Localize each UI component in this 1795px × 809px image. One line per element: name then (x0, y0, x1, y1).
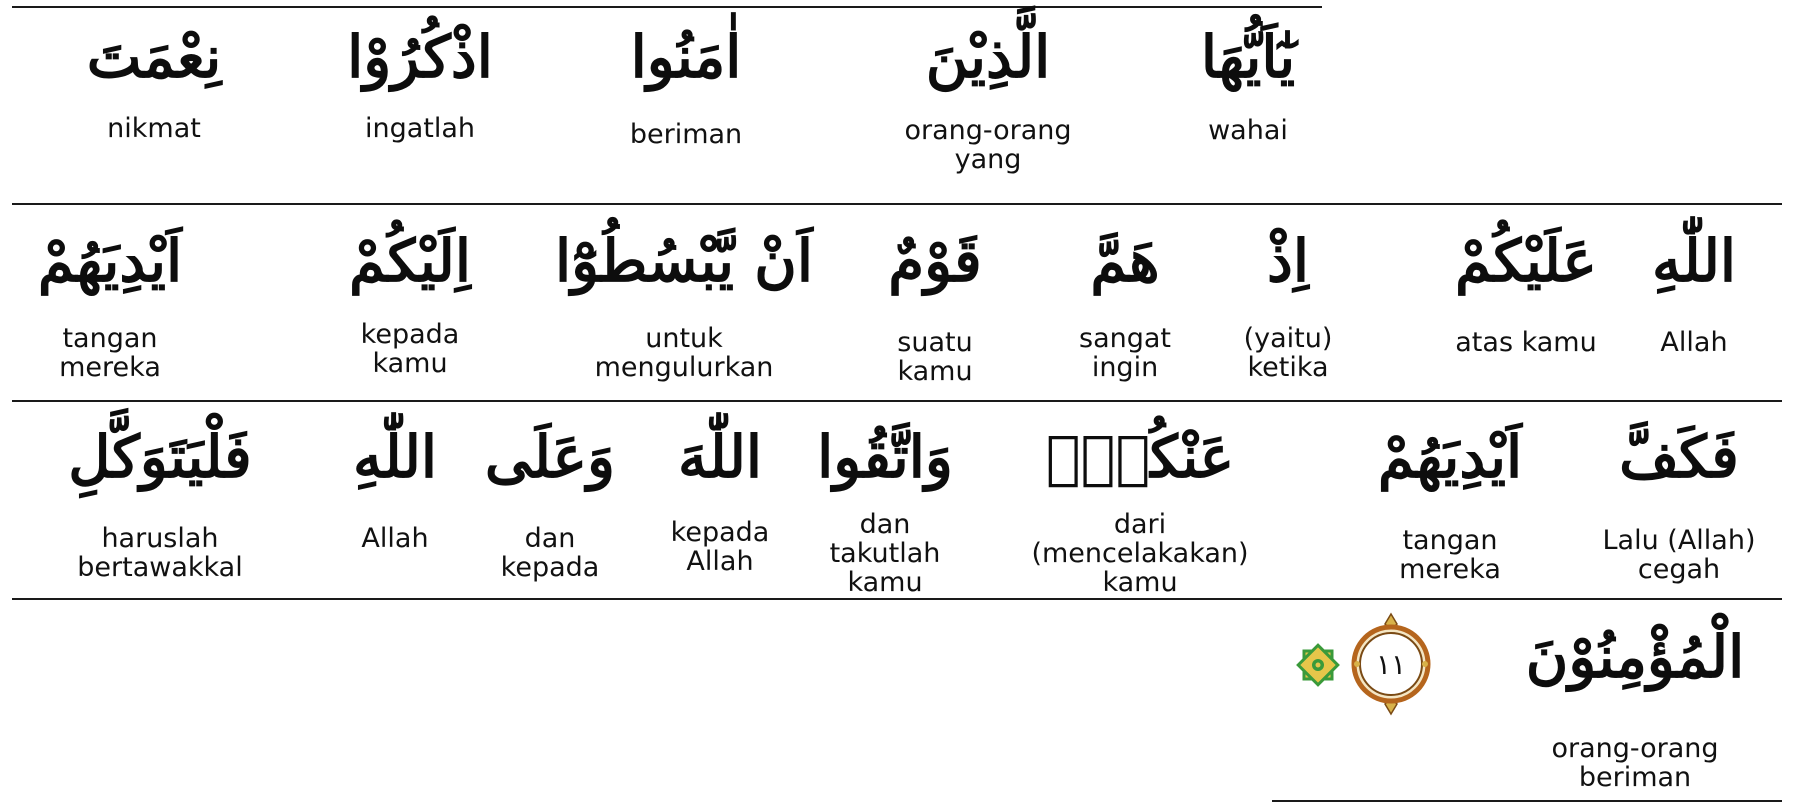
arabic-word: نِعْمَتَ (86, 23, 222, 91)
word-translation: ingatlah (364, 113, 476, 144)
word-cell (850, 227, 1020, 387)
arabic-word: اِلَيْكُمْ (349, 227, 471, 295)
word-translation: dari (mencelakakan) kamu (1031, 509, 1249, 598)
word-cell (1020, 423, 1260, 598)
word-cell (20, 227, 200, 383)
row-divider-2 (12, 400, 1782, 402)
word-translation: sangat ingin (1079, 323, 1171, 383)
arabic-word: وَاتَّقُوا (817, 423, 953, 491)
word-translation: kepada kamu (360, 319, 460, 379)
word-translation: haruslah bertawakkal (77, 523, 243, 583)
word-cell (1040, 227, 1210, 383)
word-translation: wahai (1208, 115, 1288, 146)
word-translation: untuk mengulurkan (594, 323, 774, 383)
word-cell (810, 423, 960, 598)
arabic-word: اَنْ يَّبْسُطُوْٓا (555, 227, 813, 295)
word-cell (1218, 227, 1358, 383)
arabic-word: هَمَّ (1090, 227, 1160, 295)
word-translation: Allah (1660, 327, 1728, 358)
arabic-word: عَنْكُمْۚ (1045, 423, 1235, 491)
arabic-word: فَلْيَتَوَكَّلِ (68, 423, 252, 491)
word-cell (480, 423, 620, 583)
ayah-number: ١١ (1375, 648, 1407, 681)
arabic-word: اِذْ (1267, 227, 1309, 295)
arabic-word: اللّٰهِ (1651, 227, 1737, 295)
word-translation: (yaitu) ketika (1243, 323, 1333, 383)
word-translation: atas kamu (1455, 327, 1597, 358)
word-translation: kepada Allah (670, 517, 770, 577)
green-star-icon (1296, 643, 1340, 687)
arabic-word: عَلَيْكُمْ (1455, 227, 1597, 295)
ayah-number-icon (1350, 612, 1432, 716)
word-translation: beriman (629, 119, 743, 150)
word-cell (1406, 227, 1646, 358)
word-translation: tangan mereka (1399, 525, 1501, 585)
word-cell (554, 227, 814, 383)
word-translation: orang-orang beriman (1551, 733, 1719, 793)
word-translation: dan kepada (500, 523, 600, 583)
arabic-word: قَوْمٌ (888, 227, 982, 295)
row-divider-1 (12, 203, 1782, 205)
word-cell (1510, 623, 1760, 793)
arabic-word: اَيْدِيَهُمْ (37, 227, 183, 295)
arabic-word: الَّذِيْنَ (925, 23, 1051, 91)
arabic-word: اَيْدِيَهُمْ (1377, 423, 1523, 491)
word-cell (290, 227, 530, 379)
word-translation: nikmat (107, 113, 201, 144)
word-cell (868, 23, 1108, 175)
arabic-word: فَكَفَّ (1619, 423, 1739, 491)
word-cell (1330, 423, 1570, 585)
word-cell (300, 23, 540, 144)
word-translation: orang-orang yang (904, 115, 1072, 175)
word-translation: suatu kamu (897, 327, 973, 387)
row-divider-bottom (1272, 800, 1782, 802)
row-divider-top (12, 6, 1322, 8)
word-cell (1574, 423, 1784, 585)
arabic-word: اللّٰهِ (352, 423, 438, 491)
word-translation: Allah (361, 523, 429, 554)
word-cell (34, 23, 274, 144)
word-translation: Lalu (Allah) cegah (1602, 525, 1756, 585)
word-cell (330, 423, 460, 554)
word-cell (650, 423, 790, 577)
arabic-word: الْمُؤْمِنُوْنَ (1525, 623, 1745, 691)
word-cell (1128, 23, 1368, 146)
arabic-word: وَعَلَى (484, 423, 616, 491)
word-cell (566, 23, 806, 150)
arabic-word: اذْكُرُوْا (347, 23, 493, 91)
word-cell (40, 423, 280, 583)
arabic-word: اٰمَنُوا (630, 23, 742, 91)
arabic-word: يٰٓاَيُّهَا (1200, 23, 1296, 91)
word-translation: dan takutlah kamu (829, 509, 941, 598)
row-divider-3 (12, 598, 1782, 600)
arabic-word: اللّٰهَ (677, 423, 763, 491)
word-translation: tangan mereka (59, 323, 161, 383)
